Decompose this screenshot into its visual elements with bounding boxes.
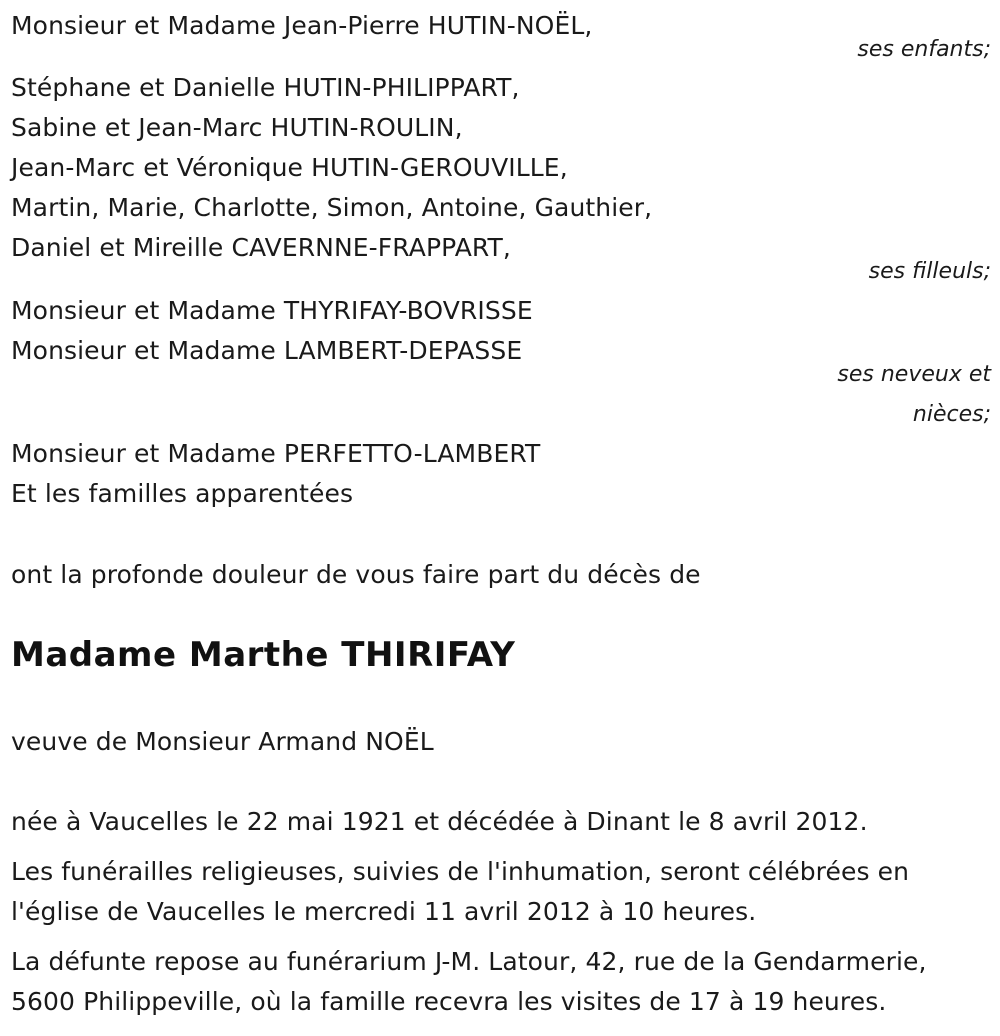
relation-label: ses filleuls; — [868, 259, 991, 284]
relation-label: ses neveux et — [837, 362, 991, 387]
family-line: Daniel et Mireille CAVERNNE-FRAPPART, — [11, 233, 511, 262]
deceased-name: Madame Marthe THIRIFAY — [11, 635, 516, 675]
family-line: Sabine et Jean-Marc HUTIN-ROULIN, — [11, 113, 463, 142]
family-line: Martin, Marie, Charlotte, Simon, Antoine, Gauthier, — [11, 193, 653, 222]
birth-death-info: née à Vaucelles le 22 mai 1921 et décédée à Dinant le 8 avril 2012. — [11, 807, 868, 836]
repose-info: La défunte repose au funérarium J-M. Latour, 42, rue de la Gendarmerie, 5600 Philippeville, où la famille recevra les visites de 17 à 19 heures. — [11, 947, 927, 1016]
family-line: Jean-Marc et Véronique HUTIN-GEROUVILLE, — [11, 153, 568, 182]
family-line: Monsieur et Madame PERFETTO-LAMBERT — [11, 439, 541, 468]
family-group-nephews — [11, 291, 991, 435]
family-line: Et les familles apparentées — [11, 479, 354, 508]
family-line: Monsieur et Madame THYRIFAY-BOVRISSE — [11, 296, 533, 325]
relation-label: nièces; — [912, 402, 991, 427]
family-group-others — [11, 434, 991, 514]
family-line: Stéphane et Danielle HUTIN-PHILIPPART, — [11, 73, 520, 102]
relation-label: ses enfants; — [857, 37, 991, 62]
family-group-children — [11, 6, 991, 70]
funeral-info: Les funérailles religieuses, suivies de l'inhumation, seront célébrées en l'église de Vaucelles le mercredi 11 avril 2012 à 10 heures. — [11, 857, 910, 926]
family-group-godchildren — [11, 68, 991, 292]
family-line: Monsieur et Madame LAMBERT-DEPASSE — [11, 336, 523, 365]
family-line: Monsieur et Madame Jean-Pierre HUTIN-NOËL, — [11, 11, 593, 40]
widow-of: veuve de Monsieur Armand NOËL — [11, 727, 434, 756]
announcement-text: ont la profonde douleur de vous faire part du décès de — [11, 560, 701, 589]
